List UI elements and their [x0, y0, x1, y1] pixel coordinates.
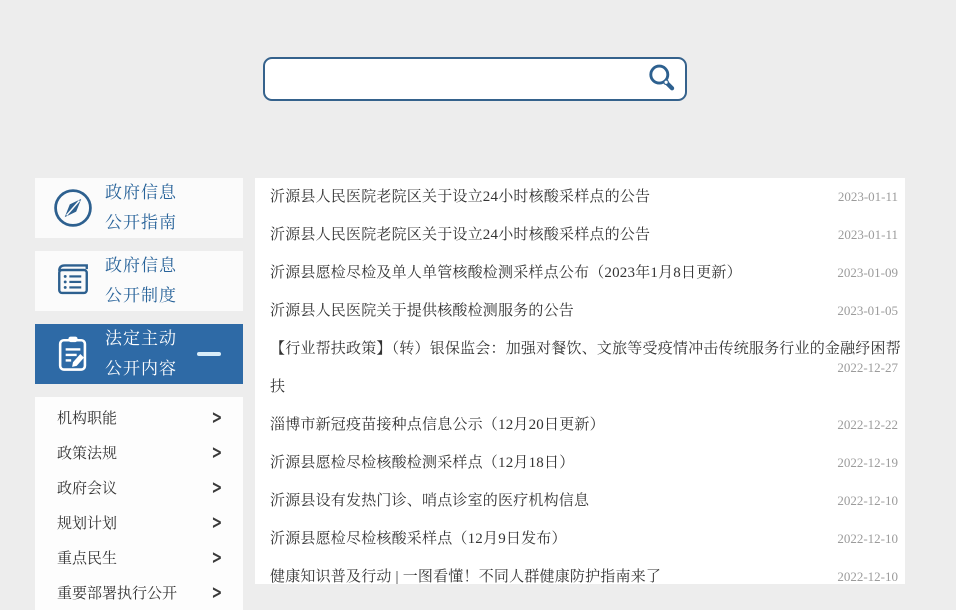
submenu-item-key-livelihood[interactable]: [35, 540, 243, 575]
submenu-label: 政府会议: [57, 481, 118, 497]
sidebar-item-label: 政府信息 公开制度: [105, 256, 177, 305]
compass-icon: [49, 184, 97, 232]
news-link[interactable]: 【行业帮扶政策】（转）银保监会：加强对餐饮、文旅等受疫情冲击传统服务行业的金融纾困帮扶: [270, 341, 901, 395]
sidebar-item-label: 法定主动 公开内容: [105, 329, 177, 378]
chevron-right-icon: >: [211, 581, 223, 604]
collapse-minus-icon[interactable]: [197, 352, 221, 356]
news-link[interactable]: 健康知识普及行动 | 一图看懂！不同人群健康防护指南来了: [270, 569, 662, 584]
chevron-right-icon: >: [211, 511, 223, 534]
submenu-item-policies-regulations[interactable]: [35, 435, 243, 470]
news-link[interactable]: 沂源县人民医院老院区关于设立24小时核酸采样点的公告: [270, 189, 651, 205]
submenu-label: 重要部署执行公开: [57, 586, 178, 602]
news-list: [255, 178, 905, 584]
news-row: [255, 292, 905, 330]
news-row: [255, 444, 905, 482]
news-link[interactable]: 沂源县人民医院关于提供核酸检测服务的公告: [270, 303, 575, 319]
news-date: 2023-01-05: [833, 303, 898, 319]
chevron-right-icon: >: [211, 441, 223, 464]
sidebar-item-disclosure-guide[interactable]: [35, 178, 243, 238]
news-date: 2022-12-10: [833, 531, 898, 547]
sidebar-submenu: [35, 397, 243, 610]
news-link[interactable]: 沂源县愿检尽检核酸检测采样点（12月18日）: [270, 455, 575, 471]
search-bar: [263, 57, 687, 101]
chevron-right-icon: >: [211, 406, 223, 429]
submenu-item-org-functions[interactable]: [35, 400, 243, 435]
news-date: 2023-01-09: [833, 265, 898, 281]
news-row: [255, 254, 905, 292]
news-row: [255, 482, 905, 520]
news-link[interactable]: 沂源县人民医院老院区关于设立24小时核酸采样点的公告: [270, 227, 651, 243]
submenu-label: 机构职能: [57, 411, 118, 427]
news-link[interactable]: 淄博市新冠疫苗接种点信息公示（12月20日更新）: [270, 417, 605, 433]
sidebar: [35, 178, 243, 610]
submenu-item-key-deployment[interactable]: [35, 575, 243, 610]
submenu-label: 政策法规: [57, 446, 118, 462]
magnifier-icon: [644, 61, 678, 98]
news-date: 2022-12-22: [833, 417, 898, 433]
news-date: 2022-12-10: [833, 569, 898, 584]
news-row: [255, 520, 905, 558]
submenu-item-planning[interactable]: [35, 505, 243, 540]
submenu-label: 规划计划: [57, 516, 118, 532]
news-row: [255, 558, 905, 584]
submenu-label: 重点民生: [57, 551, 118, 567]
news-date: 2022-12-10: [833, 493, 898, 509]
news-row: [255, 330, 905, 406]
sidebar-item-label: 政府信息 公开指南: [105, 183, 177, 232]
chevron-right-icon: >: [211, 476, 223, 499]
news-date: 2023-01-11: [834, 227, 898, 243]
search-button[interactable]: [637, 59, 685, 99]
news-link[interactable]: 沂源县愿检尽检核酸采样点（12月9日发布）: [270, 531, 567, 547]
news-row: [255, 406, 905, 444]
search-input[interactable]: [265, 59, 637, 99]
news-row: [255, 178, 905, 216]
submenu-item-government-meetings[interactable]: [35, 470, 243, 505]
news-link[interactable]: 沂源县设有发热门诊、哨点诊室的医疗机构信息: [270, 493, 590, 509]
sidebar-item-disclosure-system[interactable]: [35, 251, 243, 311]
news-date: 2023-01-11: [834, 189, 898, 205]
ledger-icon: [49, 257, 97, 305]
news-date: 2022-12-19: [833, 455, 898, 471]
clipboard-pen-icon: [49, 330, 97, 378]
chevron-right-icon: >: [211, 546, 223, 569]
news-link[interactable]: 沂源县愿检尽检及单人单管核酸检测采样点公布（2023年1月8日更新）: [270, 265, 742, 281]
news-date: 2022-12-27: [833, 360, 898, 376]
sidebar-item-statutory-disclosure[interactable]: [35, 324, 243, 384]
news-row: [255, 216, 905, 254]
